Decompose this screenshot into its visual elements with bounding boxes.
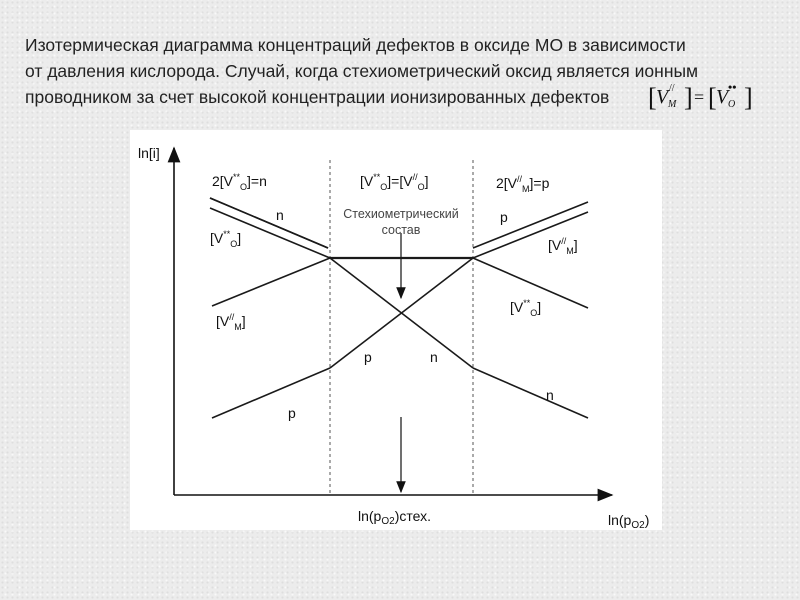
formula-equals: =: [694, 87, 705, 107]
stoich-label-2: состав: [381, 223, 421, 237]
region-mid-label: $[V^{**}_O]=[V^{//}_O]$: [360, 172, 429, 192]
label-n-center: n: [430, 349, 438, 365]
x-axis-label: $\ln(p_{O2})$: [608, 512, 650, 530]
label-n-top-left: n: [276, 207, 284, 223]
heading-line-2: от давления кислорода. Случай, когда стехиометрический оксид является ионным: [25, 61, 699, 81]
curve-p-right-top: [473, 202, 588, 248]
formula-right-sub: O: [728, 99, 736, 110]
diagram-panel: [130, 130, 662, 530]
heading-line-1: Изотермическая диаграмма концентраций дефектов в оксиде МО в зависимости: [25, 35, 686, 55]
brouwer-diagram: [130, 130, 662, 530]
formula-left-sub: M: [668, 99, 677, 110]
defect-equality-formula: [ V M // ] = [ V O •• ]: [648, 80, 753, 112]
formula-left-symbol: V: [656, 86, 669, 108]
formula-right-symbol: V: [716, 86, 729, 108]
stoich-label-1: Стехиометрический: [343, 207, 459, 221]
label-vo-top-left: $[V^{**}_O]$: [210, 229, 242, 249]
curve-p-left-bottom: [212, 368, 330, 418]
label-p-top-right: p: [500, 209, 508, 225]
region-right-label: $2[V^{//}_M]=p$: [496, 174, 550, 194]
label-p-bottom-left: p: [288, 405, 296, 421]
curve-vo-right: [473, 258, 588, 308]
y-axis-label: ln[i]: [138, 145, 160, 161]
x-stoich-label: $\ln(p_{O2})стех$.: [358, 508, 431, 527]
formula-right-sup: ••: [728, 80, 737, 94]
label-n-bottom-right: n: [546, 387, 554, 403]
label-vm-left: $[V^{//}_M]$: [216, 312, 246, 332]
label-p-center: p: [364, 349, 372, 365]
formula-left-sup: //: [669, 83, 675, 94]
label-vo-right: $[V^{**}_O]$: [510, 298, 542, 318]
heading-line-3: проводником за счет высокой концентрации ионизированных дефектов: [25, 87, 610, 107]
curve-n-right-bottom: [473, 368, 588, 418]
label-vm-top-right: $[V^{//}_M]$: [548, 236, 578, 256]
curve-vm-left: [212, 258, 330, 306]
curve-n-left-top: [210, 198, 328, 248]
region-left-label: $2[V^{**}_O]=n$: [212, 172, 267, 192]
